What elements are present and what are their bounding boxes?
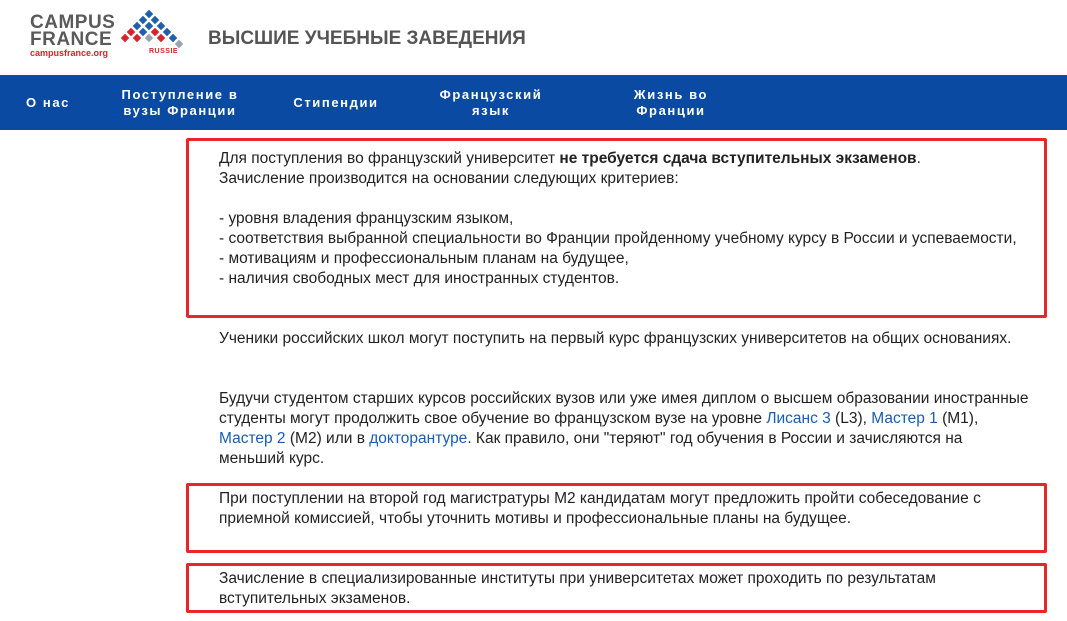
nav-item-about[interactable]: [10, 75, 86, 130]
paragraph-specialized-institutes: Зачисление в специализированные институты при университетах может проходить по результатам вступительных экзаменов.: [219, 570, 936, 607]
logo-line2: FRANCE: [30, 29, 113, 50]
paragraph-master-interview: При поступлении на второй год магистратуры M2 кандидатам могут предложить пройти собеседование с приемной комиссией, чтобы уточнить мотивы и профессиональные планы на будущее.: [219, 490, 981, 527]
nav-item-label-wrap: [440, 87, 543, 119]
campus-france-logo[interactable]: [30, 10, 190, 65]
link-doctorate[interactable]: докторантуре: [369, 430, 468, 447]
criteria-item: - соответствия выбранной специальности во Франции пройденному учебному курсу в России и успеваемости,: [219, 230, 1017, 247]
nav-item-admission[interactable]: [102, 75, 258, 130]
link-master-1[interactable]: Мастер 1: [871, 410, 938, 427]
p3-text-e: . Как правило, они "теряют" год обучения в России и зачисляются на меньший курс.: [219, 430, 963, 467]
logo-url: campusfrance.org: [30, 48, 109, 58]
main-navigation: [0, 75, 1067, 130]
paragraph-senior-students: [219, 389, 1029, 469]
link-master-2[interactable]: Мастер 2: [219, 430, 286, 447]
criteria-item: - мотивациям и профессиональным планам на будущее,: [219, 250, 629, 267]
nav-item-label: О нас: [25, 94, 71, 110]
site-header: [0, 0, 1067, 75]
logo-diamond-icon: [110, 10, 190, 50]
p3-text-a: Будучи студентом старших курсов российских вузов или уже имея диплом о высшем образовании иностранные студенты могут продолжить свое обучение во французском вузе на уровне: [219, 390, 1029, 427]
logo-region: RUSSIE: [149, 48, 179, 55]
nav-item-label-2: вузы Франции: [123, 102, 237, 118]
p3-text-b: (L3),: [830, 410, 872, 427]
nav-item-life-in-france[interactable]: [612, 75, 730, 130]
p3-text-c: (M1),: [937, 410, 979, 427]
nav-item-scholarships[interactable]: [274, 75, 398, 130]
criteria-item: - наличия свободных мест для иностранных студентов.: [219, 270, 620, 287]
page-title: ВЫСШИЕ УЧЕБНЫЕ ЗАВЕДЕНИЯ: [208, 28, 526, 49]
p3-text-d: (M2) или в: [285, 430, 370, 447]
nav-item-label: Жизнь во: [633, 86, 709, 102]
nav-item-french-language[interactable]: [418, 75, 564, 130]
nav-item-label: Стипендии: [293, 94, 379, 110]
nav-item-label: Французский: [439, 86, 543, 102]
logo-line1: CAMPUS: [30, 12, 116, 33]
paragraph-school-students: Ученики российских школ могут поступить на первый курс французских университетов на общих основаниях.: [219, 330, 1012, 347]
nav-item-label: Поступление в: [121, 86, 239, 102]
nav-item-label-2: язык: [471, 102, 511, 118]
nav-item-label-wrap: [122, 87, 239, 119]
link-licence-3[interactable]: Лисанс 3: [766, 410, 831, 427]
nav-item-label-2: Франции: [636, 102, 706, 118]
paragraph-admission-requirements: [219, 149, 1029, 289]
p1-end: .: [916, 150, 921, 167]
p1-bold: не требуется сдача вступительных экзаменов: [559, 150, 917, 167]
p1-lead: Для поступления во французский университет: [219, 150, 560, 167]
criteria-item: - уровня владения французским языком,: [219, 210, 514, 227]
p1-line2: Зачисление производится на основании следующих критериев:: [219, 170, 679, 187]
nav-item-label-wrap: [634, 87, 708, 119]
